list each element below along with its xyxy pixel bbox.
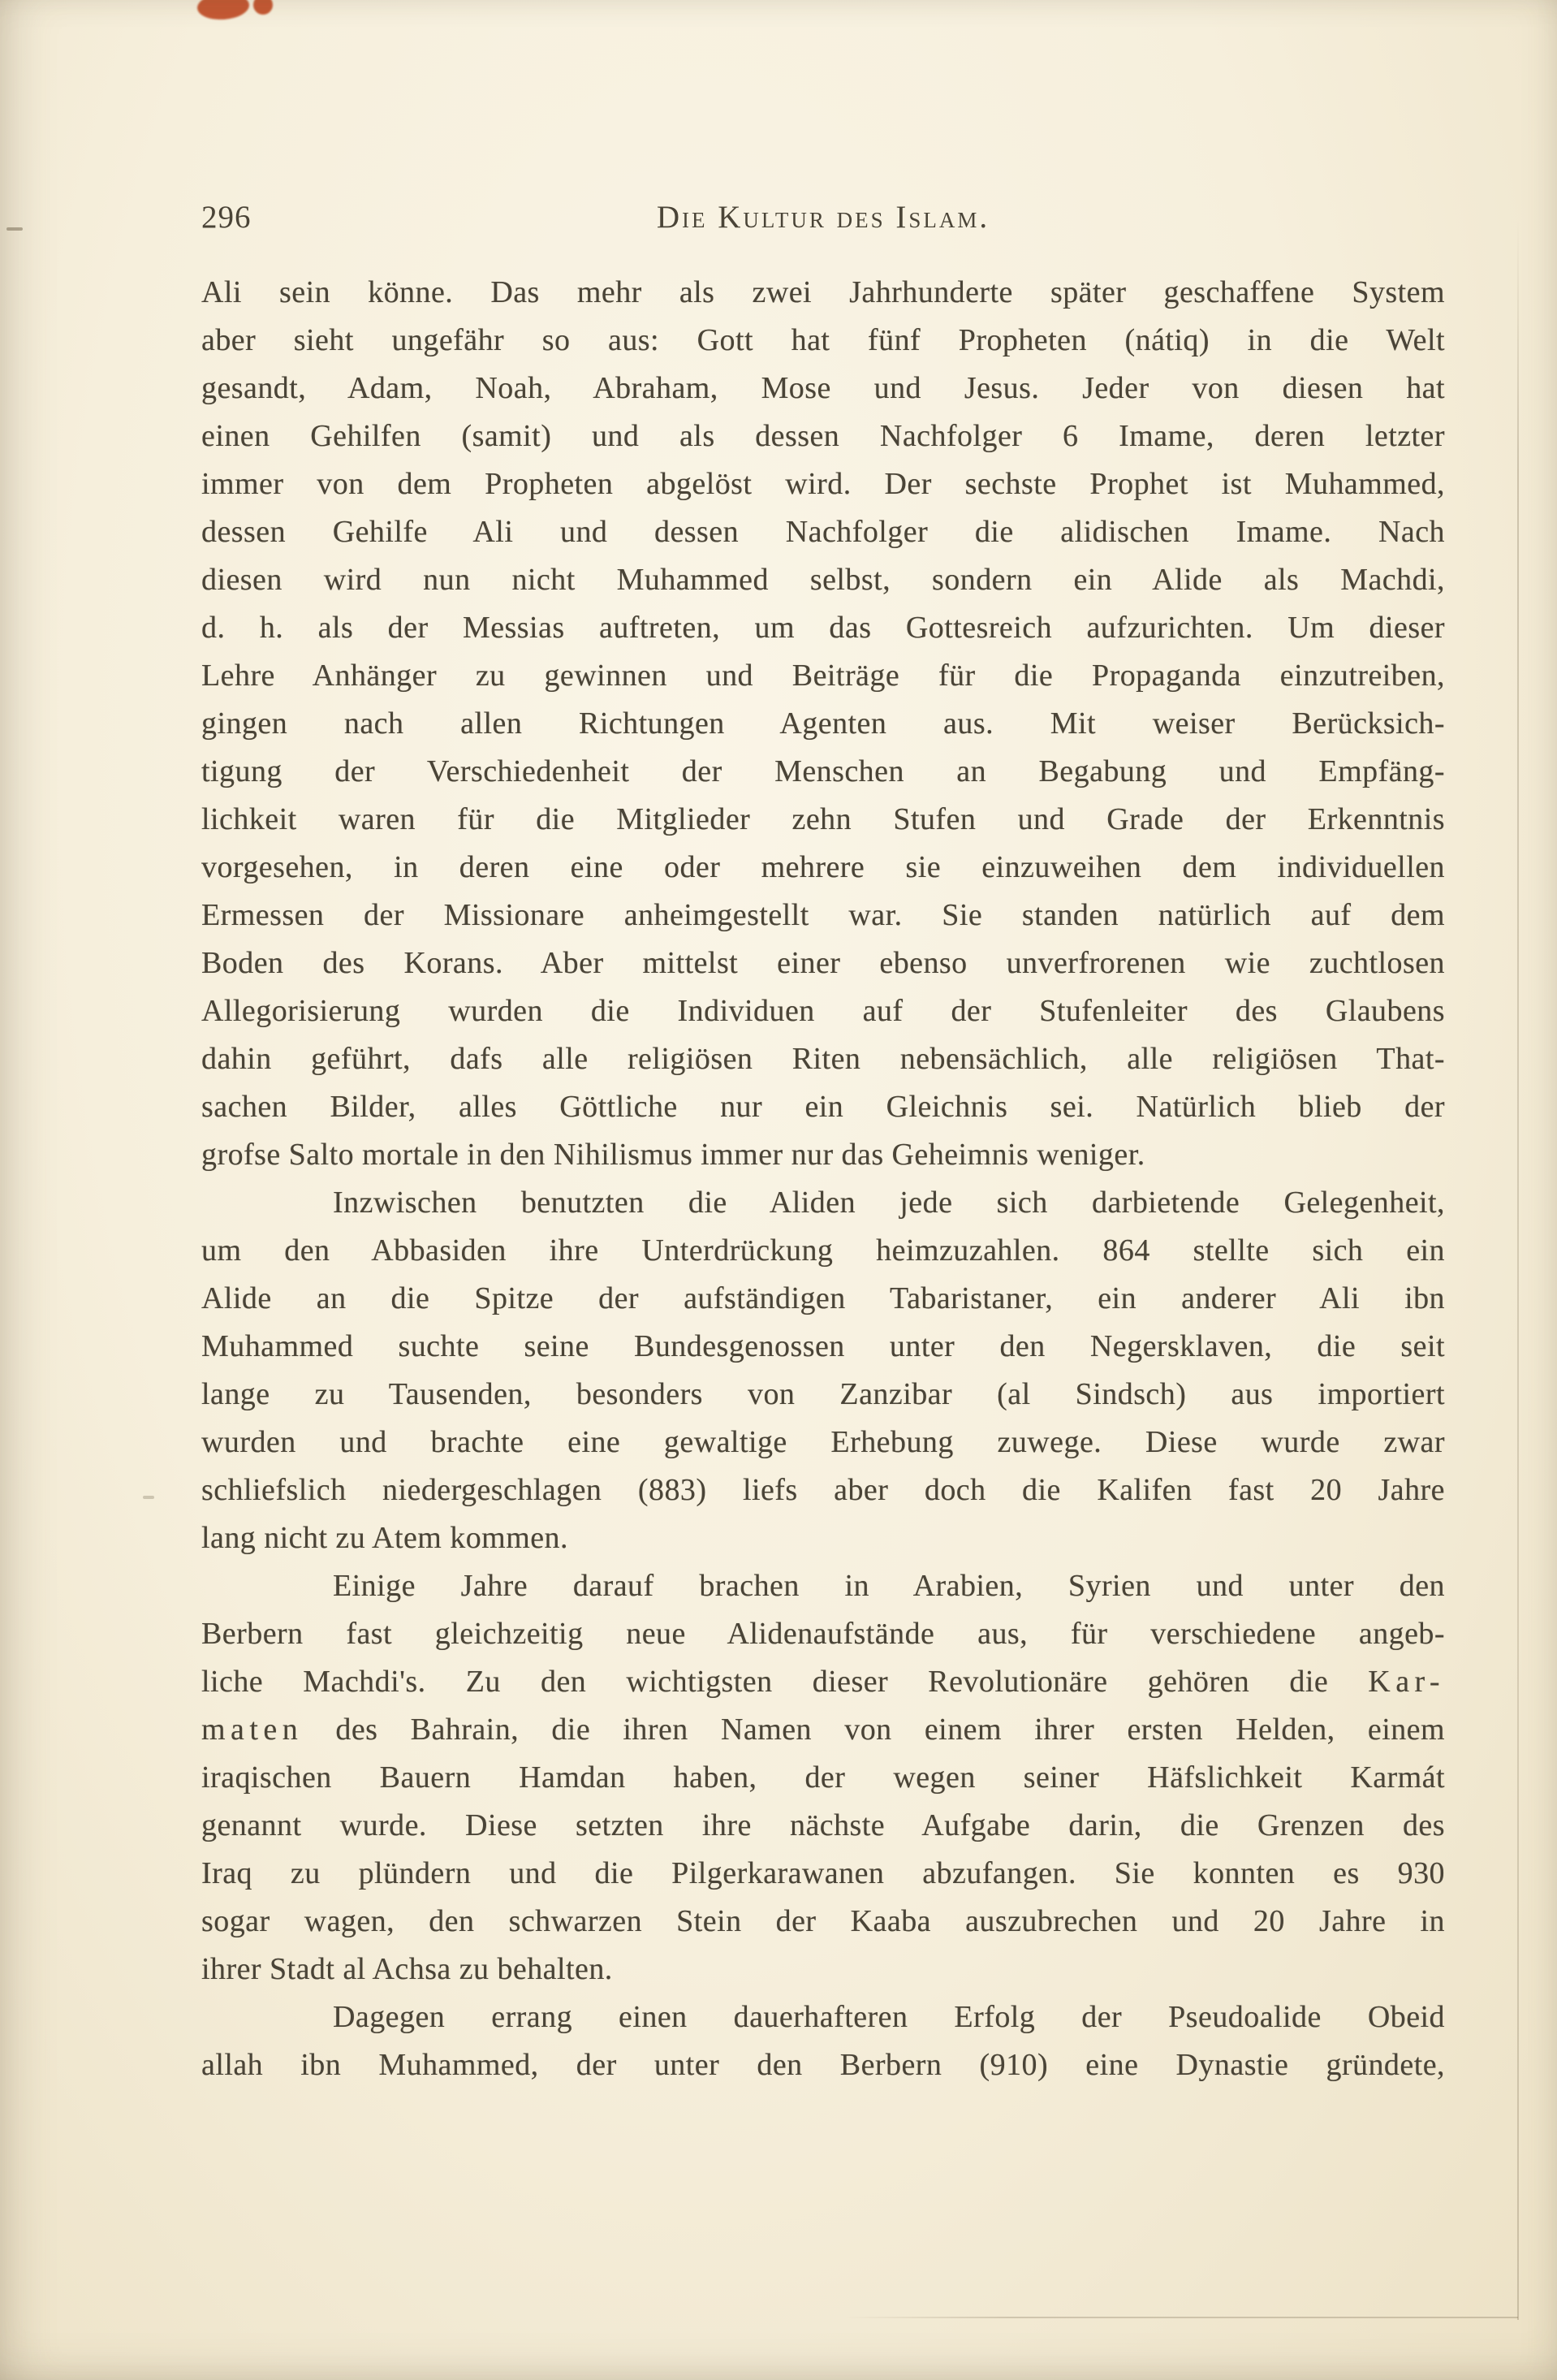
page-title: Die Kultur des Islam. [656, 200, 990, 235]
text-line: Ali sein könne. Das mehr als zwei Jahrhunderte später geschaffene System [201, 275, 1445, 309]
text-line: gesandt, Adam, Noah, Abraham, Mose und Jesus. Jeder von diesen hat [201, 371, 1445, 405]
text-line: d. h. als der Messias auftreten, um das Gottesreich aufzurichten. Um dieser [201, 611, 1445, 645]
paragraph [201, 1993, 1445, 2089]
text-line: wurden und brachte eine gewaltige Erhebung zuwege. Diese wurde zwar [201, 1425, 1445, 1459]
text-segment: des Bahrain, die ihren Namen von einem ihrer ersten Helden, einem [303, 1713, 1445, 1747]
text-line [201, 1706, 1445, 1754]
text-line: Dagegen errang einen dauerhafteren Erfolg der Pseudoalide Obeid [333, 2000, 1445, 2034]
page-edge-shadow-bottom [844, 2317, 1518, 2318]
text-line: allah ibn Muhammed, der unter den Berbern (910) eine Dynastie gründete, [201, 2048, 1445, 2082]
text-line: tigung der Verschiedenheit der Menschen an Begabung und Empfäng- [201, 754, 1445, 788]
text-line: sachen Bilder, alles Göttliche nur ein Gleichnis sei. Natürlich blieb der [201, 1090, 1445, 1124]
text-line: grofse Salto mortale in den Nihilismus immer nur das Geheimnis weniger. [201, 1138, 1145, 1172]
letterspaced-emphasis: maten [201, 1713, 304, 1747]
text-line: dahin geführt, dafs alle religiösen Riten nebensächlich, alle religiösen That- [201, 1042, 1445, 1076]
paragraph [201, 1179, 1445, 1562]
text-line: Boden des Korans. Aber mittelst einer ebenso unverfrorenen wie zuchtlosen [201, 946, 1445, 980]
text-line: Alide an die Spitze der aufständigen Tabaristaner, ein anderer Ali ibn [201, 1281, 1445, 1315]
margin-pencil-mark [143, 1496, 154, 1499]
page-edge-shadow-right [1517, 219, 1519, 2320]
text-line: dessen Gehilfe Ali und dessen Nachfolger die alidischen Imame. Nach [201, 515, 1445, 549]
text-line [201, 1658, 1445, 1706]
text-line: gingen nach allen Richtungen Agenten aus. Mit weiser Berücksich- [201, 706, 1445, 741]
red-ink-mark [196, 0, 250, 21]
paragraph [201, 1562, 1445, 1993]
text-line: schliefslich niedergeschlagen (883) liefs aber doch die Kalifen fast 20 Jahre [201, 1473, 1445, 1507]
text-line: lichkeit waren für die Mitglieder zehn Stufen und Grade der Erkenntnis [201, 802, 1445, 836]
text-segment: liche Machdi's. Zu den wichtigsten dieser Revolutionäre gehören die [201, 1665, 1369, 1699]
text-line: Lehre Anhänger zu gewinnen und Beiträge für die Propaganda einzutreiben, [201, 659, 1445, 693]
letterspaced-emphasis: Kar- [1368, 1665, 1445, 1699]
text-line: iraqischen Bauern Hamdan haben, der wegen seiner Häfslichkeit Karmát [201, 1760, 1445, 1795]
paragraph [201, 269, 1445, 1179]
text-line: diesen wird nun nicht Muhammed selbst, sondern ein Alide als Machdi, [201, 563, 1445, 597]
text-line: Inzwischen benutzten die Aliden jede sich darbietende Gelegenheit, [333, 1186, 1445, 1220]
text-line: Iraq zu plündern und die Pilgerkarawanen abzufangen. Sie konnten es 930 [201, 1856, 1445, 1890]
text-line: Einige Jahre darauf brachen in Arabien, Syrien und unter den [333, 1569, 1445, 1603]
text-line: sogar wagen, den schwarzen Stein der Kaaba auszubrechen und 20 Jahre in [201, 1904, 1445, 1938]
text-line: immer von dem Propheten abgelöst wird. Der sechste Prophet ist Muhammed, [201, 467, 1445, 501]
red-ink-mark-small [253, 0, 273, 15]
text-line: Allegorisierung wurden die Individuen auf der Stufenleiter des Glaubens [201, 994, 1445, 1028]
text-line: vorgesehen, in deren eine oder mehrere sie einzuweihen dem individuellen [201, 850, 1445, 884]
text-line: aber sieht ungefähr so aus: Gott hat fünf Propheten (nátiq) in die Welt [201, 323, 1445, 357]
text-line: Muhammed suchte seine Bundesgenossen unter den Negersklaven, die seit [201, 1329, 1445, 1363]
page-number: 296 [201, 200, 252, 235]
text-line: lange zu Tausenden, besonders von Zanzibar (al Sindsch) aus importiert [201, 1377, 1445, 1411]
text-line: ihrer Stadt al Achsa zu behalten. [201, 1952, 613, 1986]
text-line: um den Abbasiden ihre Unterdrückung heimzuzahlen. 864 stellte sich ein [201, 1233, 1445, 1268]
text-line: Ermessen der Missionare anheimgestellt war. Sie standen natürlich auf dem [201, 898, 1445, 932]
running-header [201, 195, 1445, 240]
text-line: einen Gehilfen (samit) und als dessen Nachfolger 6 Imame, deren letzter [201, 419, 1445, 453]
text-line: genannt wurde. Diese setzten ihre nächste Aufgabe darin, die Grenzen des [201, 1808, 1445, 1842]
text-block [201, 269, 1445, 2089]
text-line: Berbern fast gleichzeitig neue Alidenaufstände aus, für verschiedene angeb- [201, 1617, 1445, 1651]
text-line: lang nicht zu Atem kommen. [201, 1521, 568, 1555]
margin-pencil-mark [6, 227, 23, 231]
